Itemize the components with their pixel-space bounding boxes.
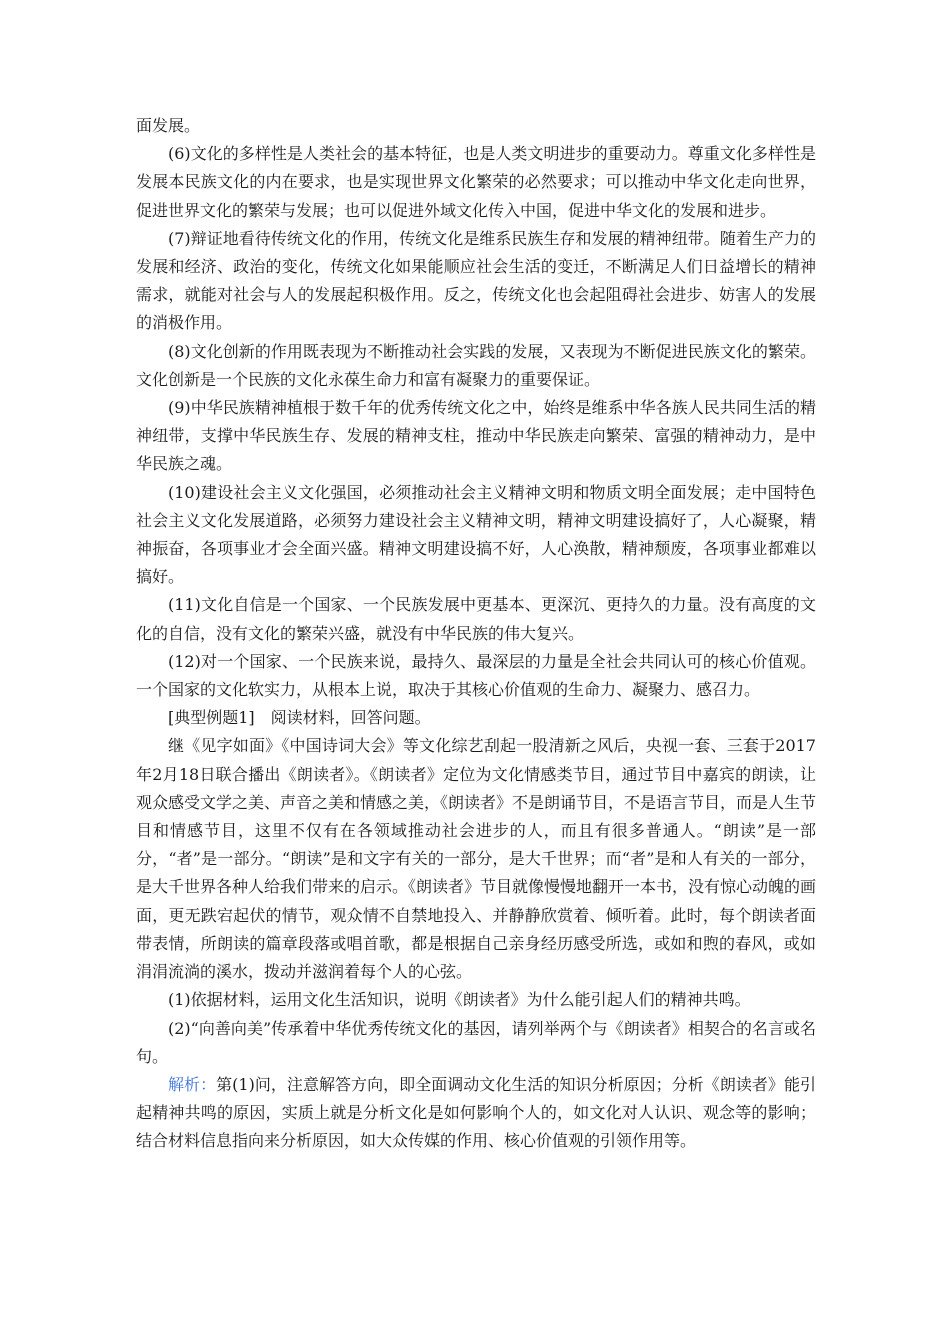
analysis-label: 解析： xyxy=(168,1074,217,1094)
example-title: [典型例题1] 阅读材料，回答问题。 xyxy=(168,708,431,728)
analysis-text: 第(1)问，注意解答方向，即全面调动文化生活的知识分析原因；分析《朗读者》能引起精神共鸣的原因，实质上就是分析文化是如何影响个人的，如文化对人认识、观念等的影响；结合材料信息指向来分析原因，如大众传媒的作用、核心价值观的引领作用等。 xyxy=(136,1074,816,1151)
paragraph-point-8: (8)文化创新的作用既表现为不断推动社会实践的发展，又表现为不断促进民族文化的繁荣。文化创新是一个民族的文化永葆生命力和富有凝聚力的重要保证。 xyxy=(136,341,816,389)
analysis-paragraph xyxy=(136,1071,816,1156)
paragraph-point-9: (9)中华民族精神植根于数千年的优秀传统文化之中，始终是维系中华各族人民共同生活的精神纽带，支撑中华民族生存、发展的精神支柱，推动中华民族走向繁荣、富强的精神动力，是中华民族之魂。 xyxy=(136,398,816,474)
paragraph-continuation: 面发展。 xyxy=(136,116,201,135)
question-2: (2)“向善向美”传承着中华优秀传统文化的基因，请列举两个与《朗读者》相契合的名言或名句。 xyxy=(136,1018,816,1066)
paragraph-point-10: (10)建设社会主义文化强国，必须推动社会主义精神文明和物质文明全面发展；走中国特色社会主义文化发展道路，必须努力建设社会主义精神文明，精神文明建设搞好了，人心凝聚，精神振奋，各项事业才会全面兴盛。精神文明建设搞不好，人心涣散，精神颓废，各项事业都难以搞好。 xyxy=(136,482,816,587)
paragraph-point-7: (7)辩证地看待传统文化的作用，传统文化是维系民族生存和发展的精神纽带。随着生产力的发展和经济、政治的变化，传统文化如果能顺应社会生活的变迁，不断满足人们日益增长的精神需求，就能对社会与人的发展起积极作用。反之，传统文化也会起阻碍社会进步、妨害人的发展的消极作用。 xyxy=(136,228,816,333)
question-1: (1)依据材料，运用文化生活知识，说明《朗读者》为什么能引起人们的精神共鸣。 xyxy=(168,990,751,1010)
example-material: 继《见字如面》《中国诗词大会》等文化综艺刮起一股清新之风后，央视一套、三套于2017年2月18日联合播出《朗读者》。《朗读者》定位为文化情感类节目，通过节目中嘉宾的朗读，让观众感受文学之美、声音之美和情感之美，《朗读者》不是朗诵节目，不是语言节目，而是人生节目和情感节目，这里不仅有在各领域推动社会进步的人，而且有很多普通人。“朗读”是一部分，“者”是一部分。“朗读”是和文字有关的一部分，是大千世界；而“者”是和人有关的一部分，是大千世界各种人给我们带来的启示。《朗读者》节目就像慢慢地翻开一本书，没有惊心动魄的画面，更无跌宕起伏的情节，观众情不自禁地投入、并静静欣赏着、倾听着。此时，每个朗读者面带表情，所朗读的篇章段落或唱首歌，都是根据自己亲身经历感受所选，或如和煦的春风，或如涓涓流淌的溪水，拨动并滋润着每个人的心弦。 xyxy=(136,736,817,982)
paragraph-point-12: (12)对一个国家、一个民族来说，最持久、最深层的力量是全社会共同认可的核心价值观。一个国家的文化软实力，从根本上说，取决于其核心价值观的生命力、凝聚力、感召力。 xyxy=(136,651,816,700)
paragraph-point-6: (6)文化的多样性是人类社会的基本特征，也是人类文明进步的重要动力。尊重文化多样性是发展本民族文化的内在要求，也是实现世界文化繁荣的必然要求；可以推动中华文化走向世界，促进世界文化的繁荣与发展；也可以促进外域文化传入中国，促进中华文化的发展和进步。 xyxy=(136,144,816,220)
document-page xyxy=(136,112,816,1156)
paragraph-point-11: (11)文化自信是一个国家、一个民族发展中更基本、更深沉、更持久的力量。没有高度的文化的自信，没有文化的繁荣兴盛，就没有中华民族的伟大复兴。 xyxy=(136,595,816,643)
